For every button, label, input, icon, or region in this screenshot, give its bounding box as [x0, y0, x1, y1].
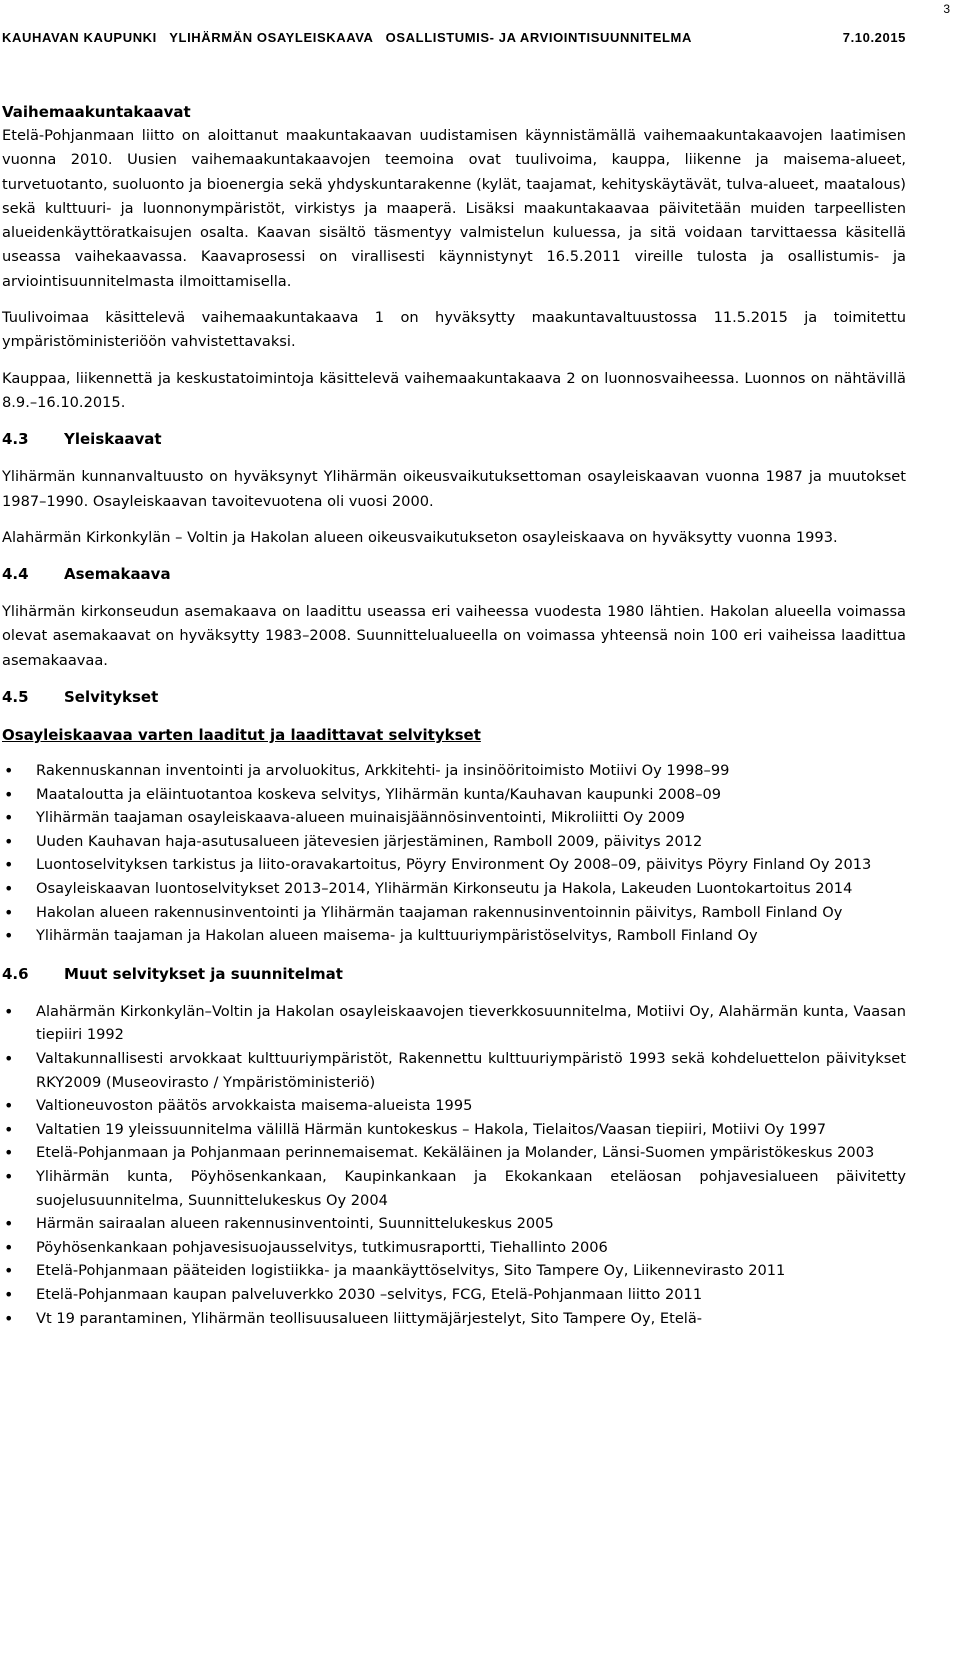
list-item: • Ylihärmän taajaman ja Hakolan alueen maisema- ja kulttuuriympäristöselvitys, Ramboll Finland Oy [2, 924, 906, 948]
section-number: 4.3 [2, 430, 29, 449]
list-item: • Maataloutta ja eläintuotantoa koskeva selvitys, Ylihärmän kunta/Kauhavan kaupunki 2008–09 [2, 783, 906, 807]
list-item: • Etelä-Pohjanmaan pääteiden logistiikka- ja maankäyttöselvitys, Sito Tampere Oy, Liikennevirasto 2011 [2, 1259, 906, 1283]
section-title: Yleiskaavat [64, 430, 162, 449]
list-item: • Valtatien 19 yleissuunnitelma välillä Härmän kuntokeskus – Hakola, Tielaitos/Vaasan tiepiiri, Motiivi Oy 1997 [2, 1118, 906, 1142]
section-number: 4.4 [2, 565, 29, 584]
list-item: • Etelä-Pohjanmaan kaupan palveluverkko 2030 –selvitys, FCG, Etelä-Pohjanmaan liitto 2011 [2, 1283, 906, 1307]
section-title-vaihemaakuntakaavat: Vaihemaakuntakaavat [2, 103, 191, 121]
paragraph: Ylihärmän kunnanvaltuusto on hyväksynyt Ylihärmän oikeusvaikutuksettoman osayleiskaavan vuonna 1987 ja muutokset 1987–1990. Osayleiskaavan tavoitevuotena oli vuosi 2000. [2, 468, 906, 510]
section-heading-4-5 [2, 685, 906, 709]
page-number: 3 [943, 2, 950, 16]
paragraph: Alahärmän Kirkonkylän – Voltin ja Hakolan alueen oikeusvaikutukseton osayleiskaava on hyväksytty vuonna 1993. [2, 528, 838, 546]
header-title: KAUHAVAN KAUPUNKI YLIHÄRMÄN OSAYLEISKAAVA OSALLISTUMIS- JA ARVIOINTISUUNNITELMA [2, 30, 692, 45]
list-item: • Vt 19 parantaminen, Ylihärmän teollisuusalueen liittymäjärjestelyt, Sito Tampere Oy, Etelä- [2, 1307, 906, 1331]
paragraph: Etelä-Pohjanmaan liitto on aloittanut maakuntakaavan uudistamisen käynnistämällä vaihemaakuntakaavojen laatimisen vuonna 2010. Uusien vaihemaakuntakaavojen teemoina ovat tuulivoima, kauppa, liikenne ja maisema-alueet, turvetuotanto, suoluonto ja bioenergia sekä yhdyskuntarakenne (kylät, taajamat, kehityskäytävät, tulva-alueet, maatalous) sekä kulttuuri- ja luonnonympäristöt, virkistys ja maaperä. Lisäksi maakuntakaavaa päivitetään muiden tarpeellisten alueidenkäyttöratkaisujen osalta. Kaavan sisältö täsmentyy valmistelun kuluessa, ja sitä voidaan tarvittaessa käsitellä useassa vaihekaavassa. Kaavaprosessi on virallisesti käynnistynyt 16.5.2011 vireille tulosta ja osallistumis- ja arviointisuunnitelmasta ilmoittamisella. [2, 127, 906, 290]
list-item: • Etelä-Pohjanmaan ja Pohjanmaan perinnemaisemat. Kekäläinen ja Molander, Länsi-Suomen ympäristökeskus 2003 [2, 1141, 906, 1165]
list-item: • Valtioneuvoston päätös arvokkaista maisema-alueista 1995 [2, 1094, 906, 1118]
header-date: 7.10.2015 [842, 30, 906, 45]
list-item: • Pöyhösenkankaan pohjavesisuojausselvitys, tutkimusraportti, Tiehallinto 2006 [2, 1236, 906, 1260]
section-title: Selvitykset [64, 688, 159, 707]
section-title: Asemakaava [64, 565, 171, 584]
section-title: Muut selvitykset ja suunnitelmat [64, 964, 343, 983]
section-number: 4.6 [2, 964, 29, 983]
paragraph: Ylihärmän kirkonseudun asemakaava on laadittu useassa eri vaiheessa vuodesta 1980 lähtien. Hakolan alueella voimassa olevat asemakaavat on hyväksytty 1983–2008. Suunnittelualueella on voimassa yhteensä noin 100 eri vaiheissa laadittua asemakaavaa. [2, 603, 906, 669]
list-item: • Osayleiskaavan luontoselvitykset 2013–2014, Ylihärmän Kirkonseutu ja Hakola, Lakeuden Luontokartoitus 2014 [2, 877, 906, 901]
subsection-title: Osayleiskaavaa varten laaditut ja laadittavat selvitykset [2, 726, 481, 745]
list-item: • Ylihärmän taajaman osayleiskaava-alueen muinaisjäännösinventointi, Mikroliitti Oy 2009 [2, 806, 906, 830]
surveys-list [2, 759, 906, 948]
list-item: • Hakolan alueen rakennusinventointi ja Ylihärmän taajaman rakennusinventoinnin päivitys, Ramboll Finland Oy [2, 901, 906, 925]
paragraph: Kauppaa, liikennettä ja keskustatoimintoja käsittelevä vaihemaakuntakaava 2 on luonnosvaiheessa. Luonnos on nähtävillä 8.9.–16.10.2015. [2, 369, 906, 411]
paragraph: Tuulivoimaa käsittelevä vaihemaakuntakaava 1 on hyväksytty maakuntavaltuustossa 11.5.2015 ja toimitettu ympäristöministeriöön vahvistettavaksi. [2, 309, 906, 351]
other-surveys-list [2, 1000, 906, 1330]
list-item: • Luontoselvityksen tarkistus ja liito-oravakartoitus, Pöyry Environment Oy 2008–09, päivitys Pöyry Finland Oy 2013 [2, 853, 906, 877]
section-heading-4-4 [2, 562, 906, 586]
list-item: • Ylihärmän kunta, Pöyhösenkankaan, Kaupinkankaan ja Ekokankaan eteläosan pohjavesialueen päivitetty suojelusuunnitelma, Suunnittelukeskus Oy 2004 [2, 1165, 906, 1212]
section-heading-4-6 [2, 962, 906, 986]
section-heading-4-3 [2, 427, 906, 451]
page-header [2, 30, 906, 45]
list-item: • Alahärmän Kirkonkylän–Voltin ja Hakolan osayleiskaavojen tieverkkosuunnitelma, Motiivi Oy, Alahärmän kunta, Vaasan tiepiiri 1992 [2, 1000, 906, 1047]
list-item: • Uuden Kauhavan haja-asutusalueen jätevesien järjestäminen, Ramboll 2009, päivitys 2012 [2, 830, 906, 854]
document-body [2, 100, 906, 1344]
list-item: • Härmän sairaalan alueen rakennusinventointi, Suunnittelukeskus 2005 [2, 1212, 906, 1236]
section-number: 4.5 [2, 688, 29, 707]
list-item: • Valtakunnallisesti arvokkaat kulttuuriympäristöt, Rakennettu kulttuuriympäristö 1993 sekä kohdeluettelon päivitykset RKY2009 (Museovirasto / Ympäristöministeriö) [2, 1047, 906, 1094]
list-item: • Rakennuskannan inventointi ja arvoluokitus, Arkkitehti- ja insinööritoimisto Motiivi Oy 1998–99 [2, 759, 906, 783]
